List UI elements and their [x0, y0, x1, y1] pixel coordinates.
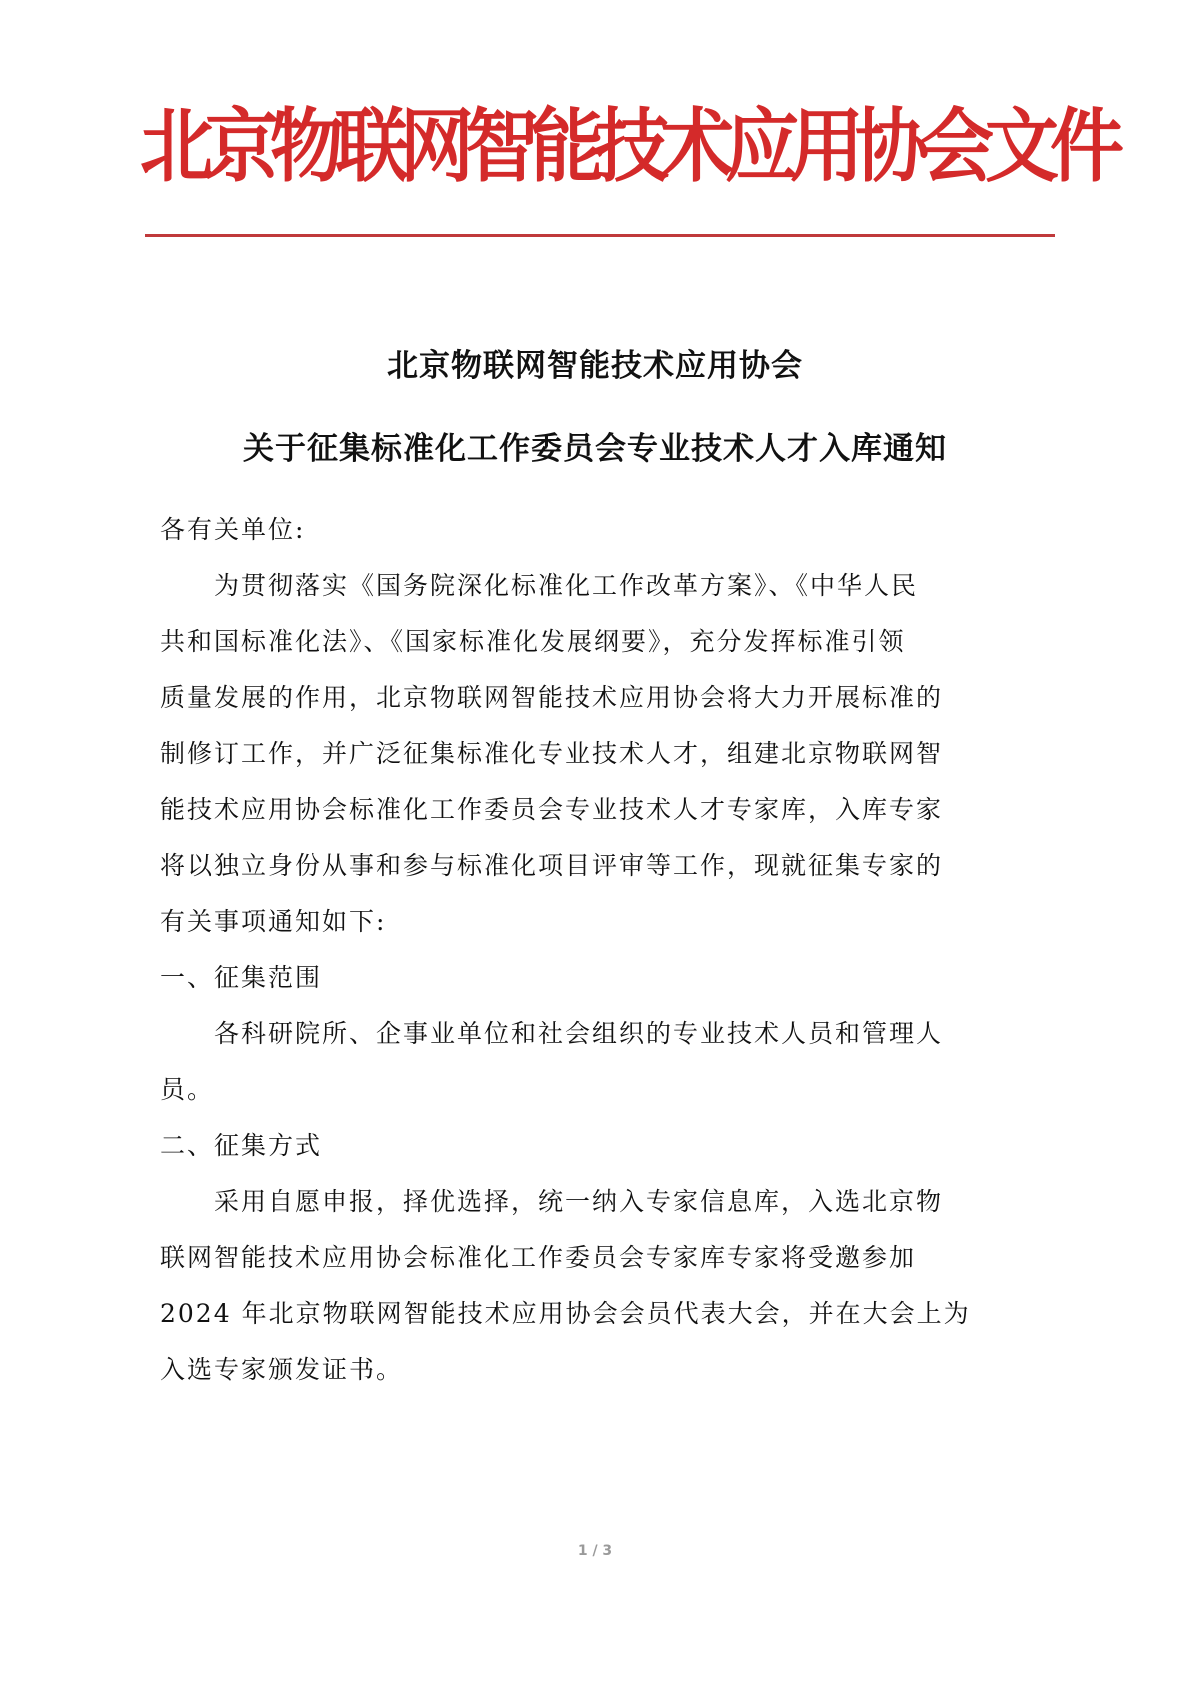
body-line: 能技术应用协会标准化工作委员会专业技术人才专家库，入库专家 [160, 795, 944, 824]
document-title-line-2: 关于征集标准化工作委员会专业技术人才入库通知 [243, 431, 947, 467]
letterhead-char: 网 [400, 100, 474, 194]
body-line: 将以独立身份从事和参与标准化项目评审等工作，现就征集专家的 [160, 851, 944, 880]
letterhead-char: 物 [270, 100, 344, 194]
body-line: 制修订工作，并广泛征集标准化专业技术人才，组建北京物联网智 [160, 739, 944, 768]
body-line: 入选专家颁发证书。 [160, 1355, 404, 1384]
letterhead-char: 文 [985, 100, 1059, 194]
letterhead-char: 联 [335, 100, 409, 194]
letterhead-char: 技 [595, 100, 669, 194]
body-line: 有关事项通知如下: [160, 907, 387, 936]
section-heading-scope: 一、征集范围 [160, 963, 323, 992]
body-line: 员。 [160, 1075, 215, 1104]
letterhead-char: 协 [855, 100, 929, 194]
document-title-line-1: 北京物联网智能技术应用协会 [387, 348, 803, 384]
letterhead-char: 术 [660, 100, 734, 194]
body-line: 质量发展的作用，北京物联网智能技术应用协会将大力开展标准的 [160, 683, 944, 712]
letterhead-char: 北 [140, 100, 214, 194]
letterhead-char: 能 [530, 100, 604, 194]
letterhead-char: 件 [1050, 100, 1124, 194]
body-line: 采用自愿申报，择优选择，统一纳入专家信息库，入选北京物 [160, 1187, 944, 1216]
letterhead-char: 用 [790, 100, 864, 194]
body-line: 共和国标准化法》、《国家标准化发展纲要》，充分发挥标准引领 [160, 627, 906, 656]
body-line: 联网智能技术应用协会标准化工作委员会专家库专家将受邀参加 [160, 1243, 917, 1272]
body-line: 为贯彻落实《国务院深化标准化工作改革方案》、《中华人民 [160, 571, 919, 600]
letterhead-char: 京 [205, 100, 279, 194]
letterhead-char: 智 [465, 100, 539, 194]
body-line: 2024 年北京物联网智能技术应用协会会员代表大会，并在大会上为 [160, 1299, 971, 1328]
letterhead-char: 应 [725, 100, 799, 194]
page-indicator: 1 / 3 [577, 1543, 613, 1559]
letterhead-char: 会 [920, 100, 994, 194]
section-heading-method: 二、征集方式 [160, 1131, 323, 1160]
body-line: 各科研院所、企事业单位和社会组织的专业技术人员和管理人 [160, 1019, 944, 1048]
letterhead-title [140, 88, 1124, 207]
salutation: 各有关单位: [160, 515, 306, 544]
letterhead-divider [145, 234, 1055, 237]
